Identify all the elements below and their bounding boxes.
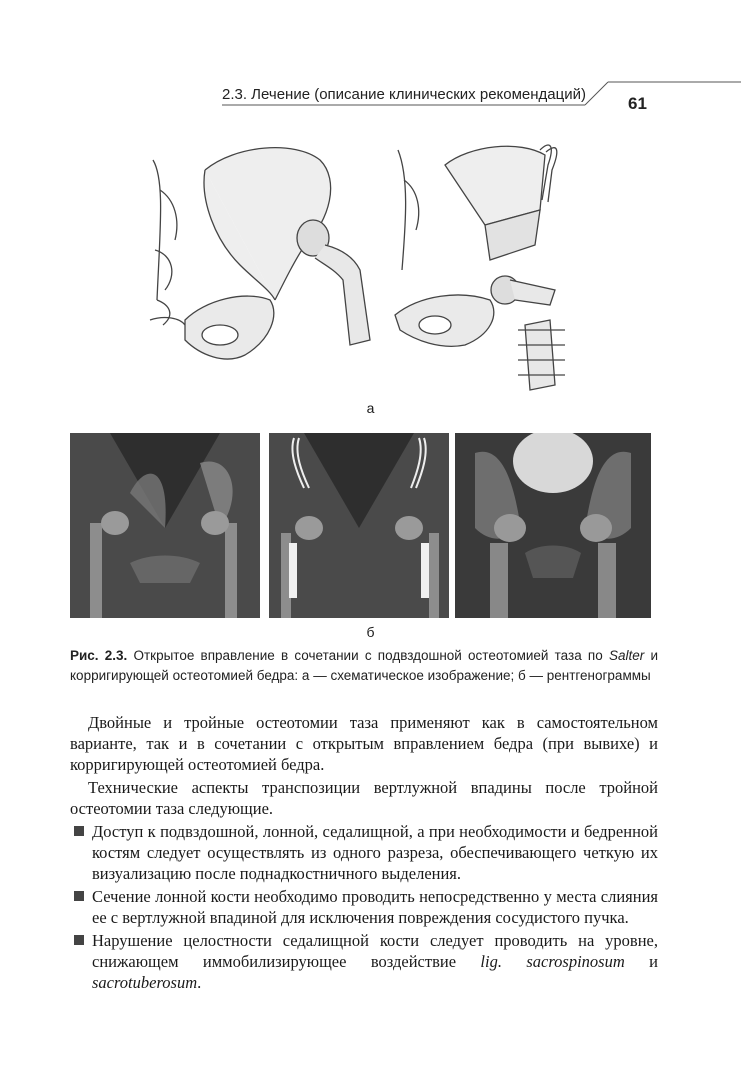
- square-bullet-icon: [74, 935, 84, 945]
- caption-text-2: и корригирующей остеотомией бедра: а — схематическое изображение; б — рентгенограммы: [70, 648, 658, 683]
- caption-italic: Salter: [608, 648, 645, 663]
- paragraph: Технические аспекты транспозиции вертлужной впадины после тройной остеотомии таза следующие.: [70, 778, 658, 818]
- list-item-text: Нарушение целостности седалищной кости следует проводить на уровне, снижающем иммобилизирующее воздействие: [92, 931, 658, 971]
- caption-text-1: Открытое вправление в сочетании с подвздошной остеотомией таза по: [127, 648, 609, 663]
- list-item-italic: sacrotuberosum: [92, 973, 198, 992]
- panel-b-label: б: [366, 624, 375, 640]
- list-item: [70, 821, 658, 884]
- panel-a-label: а: [366, 400, 375, 416]
- list-item: [70, 886, 658, 928]
- xray-image-2: [269, 433, 449, 618]
- pelvis-drawing-left: [150, 148, 370, 359]
- list-item-text: и: [624, 952, 658, 971]
- list-item-text: Доступ к подвздошной, лонной, седалищной, а при необходимости и бедренной костям следует осуществлять из одного разреза, обеспечивающего четкую их визуализацию после поднадкостничного выделения.: [92, 822, 658, 883]
- paragraph: Двойные и тройные остеотомии таза применяют как в самостоятельном варианте, так и в сочетании с открытым вправлением бедра (при вывихе) и корригирующей остеотомией бедра.: [70, 713, 658, 774]
- body-text: [70, 712, 658, 995]
- square-bullet-icon: [74, 826, 84, 836]
- list-item-text: .: [197, 973, 202, 992]
- pelvis-drawing-right: [395, 145, 565, 390]
- list-item: [70, 930, 658, 993]
- figure-caption: [70, 646, 658, 686]
- caption-label: Рис. 2.3.: [70, 648, 128, 663]
- list-item-italic: lig. sacrospinosum: [480, 952, 625, 971]
- xray-image-3: [455, 433, 651, 618]
- figure-schematic-drawings: [145, 140, 585, 395]
- square-bullet-icon: [74, 891, 84, 901]
- page-number: 61: [628, 94, 647, 113]
- xray-image-1: [70, 433, 260, 618]
- bullet-list: [70, 821, 658, 993]
- list-item-text: Сечение лонной кости необходимо проводить непосредственно у места слияния ее с вертлужной впадиной для исключения повреждения сосудистого пучка.: [92, 887, 658, 927]
- running-title: 2.3. Лечение (описание клинических рекомендаций): [222, 86, 586, 103]
